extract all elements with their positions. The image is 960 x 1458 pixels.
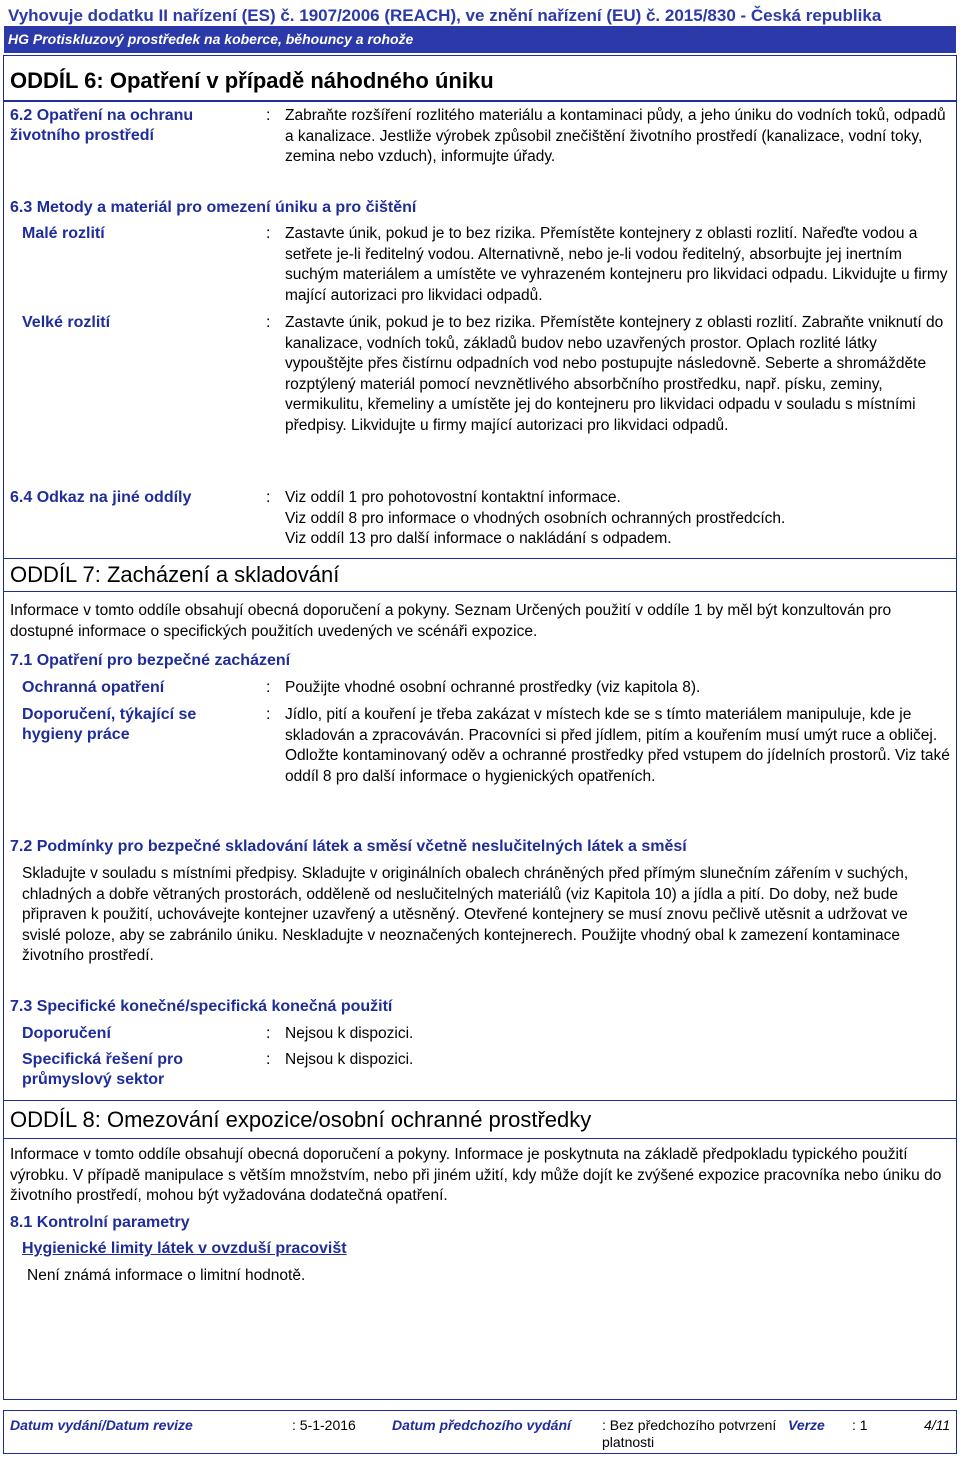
s64-text <box>285 488 950 550</box>
s63-title: 6.3 Metody a materiál pro omezení úniku a pro čištění <box>10 199 417 216</box>
s62-text: Zabraňte rozšíření rozlitého materiálu a kontaminaci půdy, a jeho úniku do vodních toků, odpadů a kanalizace. Jestliže výrobek způsobil znečištění životního prostředí (kanalizace, vodní toky, zemina nebo vzduch), informujte úřady. <box>285 107 946 166</box>
s7-intro: Informace v tomto oddíle obsahují obecná doporučení a pokyny. Seznam Určených použití v oddíle 1 by měl být konzultován pro dostupné informace o specifických použitích uvedených ve scénáři expozice. <box>10 602 892 640</box>
s71-title: 7.1 Opatření pro bezpečné zacházení <box>10 652 291 669</box>
colon: : <box>266 314 271 331</box>
colon: : <box>266 489 271 506</box>
large-spill-text: Zastavte únik, pokud je to bez rizika. Přemístěte kontejnery z oblasti rozlití. Zabraňte vniknutí do kanalizace, vodních toků, základů budov nebo uzavřených prostor. Oplach rozlité látky vypouštějte přes čistírnu odpadních vod nebo postupujte následovně. Seberte a shromážděte rozptýlený materiál pomocí nevznětlivého absorbčního prostředku, např. písku, zeminy, vermikulitu, křemeliny a umístěte jej do kontejneru pro likvidaci odpadu v souladu s místními předpisy. Likvidujte u firmy mající autorizaci pro likvidaci odpadů. <box>285 314 944 434</box>
colon: : <box>266 225 271 242</box>
footer-prev-value: : Bez předchozího potvrzení platnosti <box>602 1417 777 1450</box>
footer-version-label: Verze <box>788 1417 825 1433</box>
large-spill-label: Velké rozlití <box>22 314 111 331</box>
footer-page-number: 4/11 <box>924 1417 951 1433</box>
s64-line-3: Viz oddíl 13 pro další informace o nakládání s odpadem. <box>285 530 672 548</box>
s8-intro: Informace v tomto oddíle obsahují obecná doporučení a pokyny. Informace je poskytnuta na základě předpokladu typického použití výrobku. V případě manipulace s větším množstvím, nebo při jiném užití, kdy může dojít ke zvýšené expozice pracovníka nebo úniku do životního prostředí, mohou být vyžadována dodatečná opatření. <box>10 1146 942 1205</box>
s81-title: 8.1 Kontrolní parametry <box>10 1214 190 1231</box>
section-8-rule-bottom <box>3 1138 957 1139</box>
exposure-limits-text: Není známá informace o limitní hodnotě. <box>27 1267 306 1284</box>
small-spill-text: Zastavte únik, pokud je to bez rizika. Přemístěte kontejnery z oblasti rozlití. Nařeďte vodou a setřete je-li ředitelný vodou. Alternativně, nebo je-li vodou ředitelný, absorbujte jej inertním suchým materiálem a umístěte ve vyhrazeném kontejneru pro likvidaci odpadu. Likvidujte u firmy mající autorizaci pro likvidaci odpadů. <box>285 225 948 304</box>
document-header-title: Vyhovuje dodatku II nařízení (ES) č. 1907/2006 (REACH), ve znění nařízení (EU) č. 2015/830 - Česká republika <box>8 6 882 25</box>
footer-issue-label: Datum vydání/Datum revize <box>10 1417 193 1433</box>
colon: : <box>266 1051 271 1068</box>
product-name: HG Protiskluzový prostředek na koberce, běhouncy a rohože <box>8 31 414 47</box>
small-spill-label: Malé rozlití <box>22 225 105 242</box>
section-6-title: ODDÍL 6: Opatření v případě náhodného úniku <box>10 68 494 93</box>
s73-title: 7.3 Specifické konečné/specifická konečná použití <box>10 998 393 1015</box>
s72-text: Skladujte v souladu s místními předpisy. Skladujte v originálních obalech chráněných před přímým slunečním zářením v suchých, chladných a dobře větraných prostorách, odděleně od neslučitelných materiálů (viz Kapitola 10) a jídla a pití. Do doby, než bude připraven k použití, uchovávejte kontejner uzavřený a utěsněný. Otevřené kontejnery se musí znovu pečlivě utěsnit a udržovat ve svislé poloze, aby se zabránilo úniku. Neskladujte v neoznačených kontejnerech. Použijte vhodný obal k zamezení kontaminace životního prostředí. <box>22 865 909 965</box>
industrial-solutions-text: Nejsou k dispozici. <box>285 1051 414 1068</box>
s64-label: 6.4 Odkaz na jiné oddíly <box>10 489 192 506</box>
section-8-title: ODDÍL 8: Omezování expozice/osobní ochranné prostředky <box>10 1107 592 1132</box>
footer-version-value: : 1 <box>852 1417 868 1433</box>
footer-issue-value: : 5-1-2016 <box>292 1417 356 1433</box>
exposure-limits-title <box>22 1240 347 1258</box>
section-7-title: ODDÍL 7: Zacházení a skladování <box>10 562 340 587</box>
section-8-rule <box>3 1100 957 1101</box>
s62-label: 6.2 Opatření na ochranu životního prostředí <box>10 107 194 144</box>
colon: : <box>266 679 271 696</box>
colon: : <box>266 107 271 124</box>
recommendations-label: Doporučení <box>22 1025 111 1042</box>
protective-measures-text: Použijte vhodné osobní ochranné prostředky (viz kapitola 8). <box>285 679 701 696</box>
s64-line-2: Viz oddíl 8 pro informace o vhodných osobních ochranných prostředcích. <box>285 509 786 527</box>
industrial-solutions-label: Specifická řešení pro průmyslový sektor <box>22 1051 183 1088</box>
hygiene-text: Jídlo, pití a kouření je třeba zakázat v místech kde se s tímto materiálem manipuluje, kde je skladován a zpracováván. Pracovníci si před jídlem, pitím a kouřením musí umýt ruce a obličej. Odložte kontaminovaný oděv a ochranné prostředky před vstupem do jídelních prostorů. Viz také oddíl 8 pro další informace o hygienických opatřeních. <box>285 706 950 785</box>
s72-title: 7.2 Podmínky pro bezpečné skladování látek a směsí včetně neslučitelných látek a směsí <box>10 838 687 855</box>
hygiene-label: Doporučení, týkající se hygieny práce <box>22 706 197 743</box>
exposure-limits-title-text: Hygienické limity látek v ovzduší pracovišt <box>22 1240 347 1257</box>
section-6-rule <box>3 100 957 102</box>
colon: : <box>266 1025 271 1042</box>
protective-measures-label: Ochranná opatření <box>22 679 165 696</box>
s64-line-1: Viz oddíl 1 pro pohotovostní kontaktní informace. <box>285 489 621 506</box>
colon: : <box>266 706 271 723</box>
recommendations-text: Nejsou k dispozici. <box>285 1025 414 1042</box>
footer-prev-label: Datum předchozího vydání <box>392 1417 571 1433</box>
